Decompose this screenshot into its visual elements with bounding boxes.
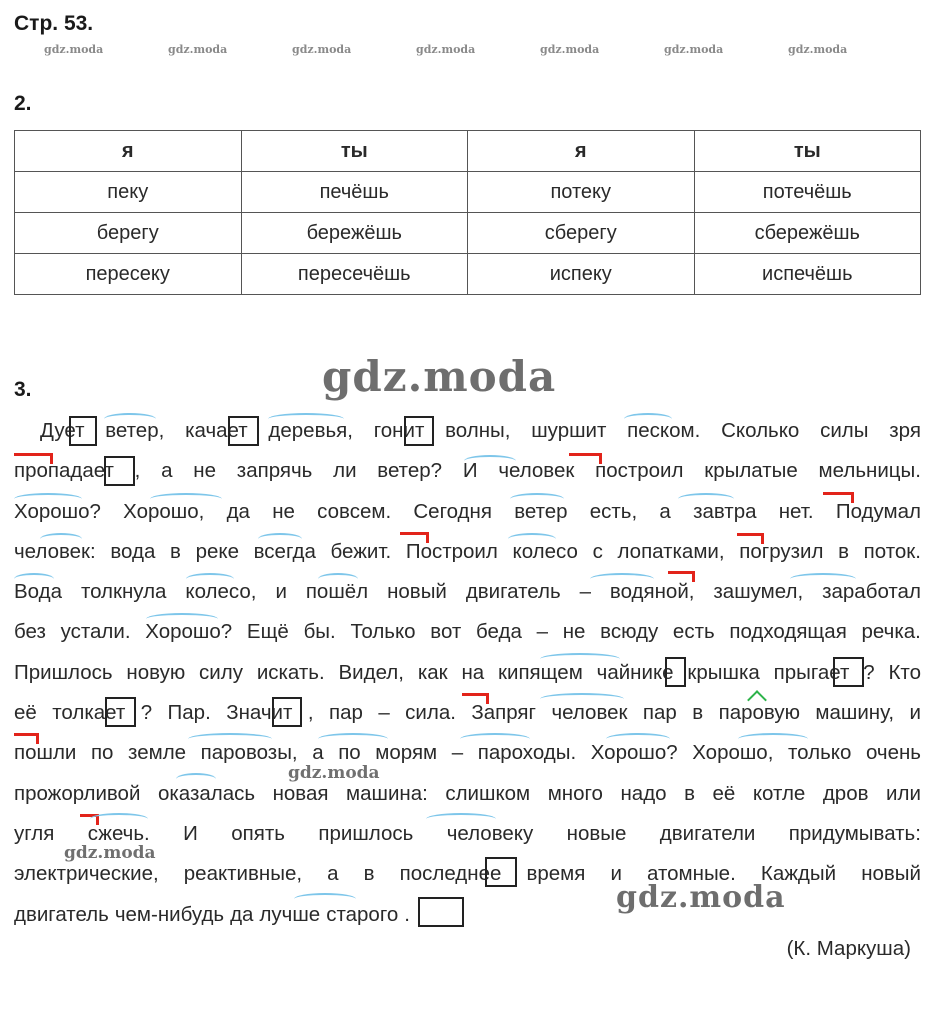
word: искать. [256, 660, 325, 684]
word: по [338, 741, 361, 765]
word: устали. [60, 620, 131, 644]
ending-mark-red [823, 492, 854, 503]
watermark-large: gdz.moda [322, 352, 557, 401]
word: чем-нибудь [114, 902, 225, 926]
word: Вода [14, 580, 62, 604]
word: на [461, 660, 485, 684]
word: машину, [815, 701, 895, 725]
word: пар [328, 701, 363, 725]
word: . [404, 902, 410, 926]
word: очень [865, 741, 921, 765]
ending-box [105, 697, 136, 727]
word: гонит [373, 419, 425, 442]
ending-box [833, 657, 864, 687]
word: Хорошо? [145, 620, 233, 644]
stress-arc [186, 573, 234, 585]
word: всегда [253, 539, 316, 563]
word: только [788, 741, 852, 765]
word: пар [642, 701, 677, 725]
word: деревья, [268, 419, 353, 442]
word: котле [752, 781, 806, 805]
word: человек: [14, 539, 96, 563]
word: новую [126, 660, 186, 684]
stress-arc [146, 613, 218, 625]
word: толкнула [80, 580, 167, 604]
task-2-number: 2. [14, 92, 32, 115]
word: – [536, 620, 548, 644]
word: зашумел, [713, 580, 804, 604]
task-3-number: 3. [14, 378, 32, 401]
word: Ещё [246, 620, 289, 644]
word: – [378, 701, 390, 725]
ending-mark-red [737, 533, 764, 544]
word: Сколько [721, 419, 800, 442]
word: а [161, 459, 173, 483]
word: вот [430, 620, 462, 644]
word: завтра [693, 499, 757, 523]
word: новая [272, 781, 329, 805]
word: водяной, [609, 580, 695, 604]
word: да [230, 902, 254, 926]
conjugation-table [14, 130, 921, 295]
word: и [610, 862, 622, 886]
watermark: gdz.moda [664, 43, 724, 56]
word: Пар. [167, 701, 211, 725]
word: Кто [888, 660, 921, 684]
word: Видел, [338, 660, 404, 684]
word: пошёл [305, 580, 369, 604]
stress-arc [258, 533, 302, 545]
word: а [327, 862, 339, 886]
word: лопатками, [617, 539, 725, 563]
word: бы. [303, 620, 336, 644]
stress-arc [426, 813, 496, 825]
word: в [684, 781, 695, 805]
word: заработал [822, 580, 921, 604]
word: Хорошо? [14, 499, 101, 523]
word: не [193, 459, 217, 483]
table-cell: испечёшь [694, 254, 921, 295]
word: оказалась [157, 781, 256, 805]
word: как [417, 660, 448, 684]
word: ? [863, 660, 875, 684]
text-line [14, 653, 921, 693]
stress-arc [90, 813, 148, 825]
word: всюду [600, 620, 659, 644]
stress-arc [294, 893, 356, 905]
stress-arc [624, 413, 672, 425]
table-cell: сбережёшь [694, 213, 921, 254]
word: Хорошо? [590, 741, 678, 765]
ending-box [69, 416, 97, 446]
watermark: gdz.moda [416, 43, 476, 56]
ending-mark-red [462, 693, 489, 704]
stress-arc [590, 573, 654, 585]
word: двигатель [465, 580, 561, 604]
word: речка. [861, 620, 921, 644]
word: новые [566, 821, 627, 845]
watermark: gdz.moda [168, 43, 228, 56]
word: слишком [445, 781, 531, 805]
word: и [275, 580, 287, 604]
table-header-cell: ты [241, 131, 468, 172]
text-line [14, 774, 921, 814]
table-header-row [15, 131, 921, 172]
word: И [462, 459, 478, 483]
word: атомные. [647, 862, 736, 886]
word: толкает [52, 701, 126, 725]
word: Дует [40, 419, 85, 442]
word: последнее [399, 862, 502, 886]
ending-box [228, 416, 259, 446]
stress-arc [460, 733, 530, 745]
word: её [712, 781, 736, 805]
stress-arc [790, 573, 856, 585]
ending-mark-red [14, 733, 39, 744]
table-cell: печёшь [241, 172, 468, 213]
word: чайнике [596, 660, 674, 684]
word: ветер [514, 499, 568, 523]
word: двигатели [659, 821, 756, 845]
word: колесо, [185, 580, 257, 604]
watermark: gdz.moda [292, 43, 352, 56]
word: мельницы. [818, 459, 921, 483]
word: паровую [718, 701, 800, 725]
stress-arc [14, 493, 82, 505]
word: двигатель [14, 902, 109, 926]
word: а [312, 741, 324, 765]
stress-arc [40, 533, 82, 545]
table-cell: берегу [15, 213, 242, 254]
word: И [183, 821, 198, 845]
word: человеку [446, 821, 534, 845]
table-cell: пересеку [15, 254, 242, 295]
word: волны, [445, 419, 511, 442]
word: Сегодня [413, 499, 492, 523]
word: человек [551, 701, 628, 725]
word: в [170, 539, 181, 563]
table-cell: потечёшь [694, 172, 921, 213]
word: ветер, [105, 419, 165, 442]
word: и [909, 701, 921, 725]
word: прыгает [773, 660, 850, 684]
table-cell: сберегу [468, 213, 695, 254]
table-header-cell: ты [694, 131, 921, 172]
text-line [14, 532, 921, 572]
word: с [592, 539, 603, 563]
word: силы [820, 419, 869, 442]
ending-mark-red [14, 453, 53, 464]
word: Построил [405, 539, 498, 563]
word: Хорошо, [123, 499, 205, 523]
word: земле [128, 741, 187, 765]
word: в [838, 539, 850, 563]
word: построил [595, 459, 684, 483]
word: зря [889, 419, 921, 442]
stress-arc [318, 733, 388, 745]
word: пропадает [14, 459, 114, 483]
stress-arc [540, 693, 624, 705]
word: сила. [405, 701, 456, 725]
watermark: gdz.moda [788, 43, 848, 56]
watermark: gdz.moda [288, 763, 380, 783]
stress-arc [678, 493, 734, 505]
word: Пришлось [14, 660, 113, 684]
word: придумывать: [788, 821, 921, 845]
word: Значит [226, 701, 293, 725]
stress-arc [14, 573, 54, 585]
word: время [526, 862, 586, 886]
word: шуршит [531, 419, 607, 442]
word: вода [110, 539, 156, 563]
word: электрические, [14, 862, 159, 886]
word: запрячь [236, 459, 313, 483]
ending-box [272, 697, 302, 727]
word: новый [387, 580, 447, 604]
word: , [307, 701, 314, 725]
word: морям [375, 741, 438, 765]
ending-box [104, 456, 135, 486]
word: по [90, 741, 114, 765]
word: совсем. [317, 499, 392, 523]
word: кипящем [498, 660, 583, 684]
stress-arc [508, 533, 556, 545]
stress-arc [510, 493, 564, 505]
stress-arc [104, 413, 156, 425]
word: угля [14, 821, 55, 845]
word: есть, [589, 499, 638, 523]
table-cell: бережёшь [241, 213, 468, 254]
word: Только [350, 620, 416, 644]
word: опять [231, 821, 285, 845]
stress-arc [318, 573, 358, 585]
word: качает [185, 419, 248, 442]
word: силу [199, 660, 243, 684]
word: пароходы. [477, 741, 577, 765]
word: , [134, 459, 141, 483]
table-row [15, 254, 921, 295]
ending-box [485, 857, 517, 887]
word: ветер? [377, 459, 443, 483]
word: Запряг [471, 701, 537, 725]
stress-arc [268, 413, 344, 425]
word: в [692, 701, 704, 725]
word: – [451, 741, 464, 765]
word: Подумал [835, 499, 921, 523]
ending-mark-red [569, 453, 602, 464]
word: ? [140, 701, 153, 725]
word: прожорливой [14, 781, 141, 805]
word: песком. [627, 419, 701, 442]
word: крышка [687, 660, 760, 684]
word: старого [326, 902, 399, 926]
watermark-large: gdz.moda [616, 880, 786, 915]
page-title: Стр. 53. [14, 12, 94, 35]
word: её [14, 701, 37, 725]
word: не [562, 620, 586, 644]
word: а [659, 499, 671, 523]
word: машина: [346, 781, 428, 805]
word: надо [620, 781, 667, 805]
author-credit: (К. Маркуша) [786, 937, 911, 960]
word: или [886, 781, 921, 805]
word: без [14, 620, 46, 644]
watermark: gdz.moda [44, 43, 104, 56]
ending-box [404, 416, 434, 446]
stress-arc [188, 733, 272, 745]
word: нет. [778, 499, 814, 523]
word: сжечь. [87, 821, 150, 845]
word: много [547, 781, 603, 805]
word: – [579, 580, 591, 604]
table-cell: испеку [468, 254, 695, 295]
word: новый [861, 862, 921, 886]
watermark: gdz.moda [540, 43, 600, 56]
stress-arc [150, 493, 222, 505]
word: в [363, 862, 375, 886]
ending-box [418, 897, 464, 927]
word: колесо [512, 539, 578, 563]
word: пошли [14, 741, 77, 765]
stress-arc [606, 733, 670, 745]
text-line [14, 572, 921, 612]
word: пришлось [318, 821, 414, 845]
ending-mark-red [668, 571, 695, 582]
ending-box [665, 657, 686, 687]
stress-arc [464, 455, 516, 467]
word: погрузил [739, 539, 824, 563]
word: человек [498, 459, 575, 483]
table-cell: пересечёшь [241, 254, 468, 295]
word: бежит. [330, 539, 392, 563]
stress-arc [540, 653, 620, 665]
table-cell: пеку [15, 172, 242, 213]
table-cell: потеку [468, 172, 695, 213]
watermark: gdz.moda [64, 843, 156, 863]
word: Хорошо, [692, 741, 774, 765]
table-row [15, 172, 921, 213]
word: лучше [259, 902, 321, 926]
stress-arc [738, 733, 808, 745]
word: не [272, 499, 295, 523]
word: паровозы, [200, 741, 298, 765]
word: подходящая [729, 620, 847, 644]
word: реке [195, 539, 239, 563]
table-header-cell: я [15, 131, 242, 172]
word: ли [333, 459, 357, 483]
word: беда [476, 620, 522, 644]
word: есть [672, 620, 715, 644]
word: реактивные, [183, 862, 303, 886]
word: дров [822, 781, 869, 805]
ending-mark-red [400, 532, 429, 543]
word: да [226, 499, 250, 523]
word: Каждый [760, 862, 837, 886]
stress-arc [176, 773, 216, 785]
word: крылатые [704, 459, 798, 483]
word: поток. [863, 539, 921, 563]
table-row [15, 213, 921, 254]
table-header-cell: я [468, 131, 695, 172]
